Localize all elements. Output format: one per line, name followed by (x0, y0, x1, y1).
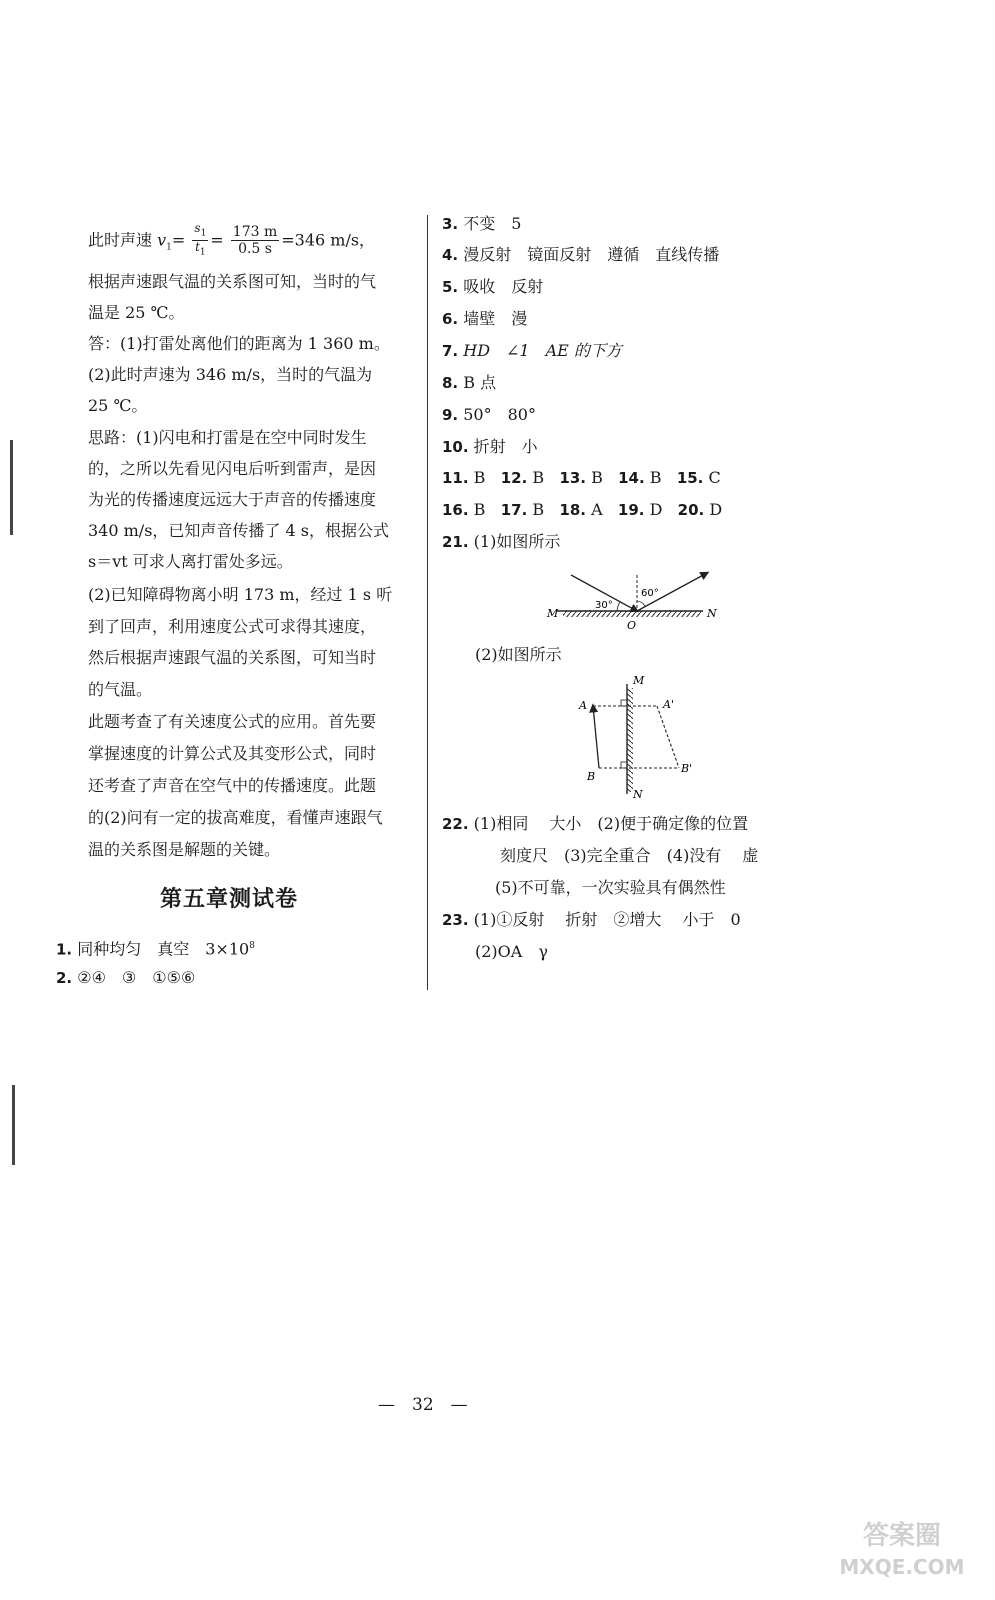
answer-q23-line1: 23. (1)①反射 折射 ②增大 小于 0 (442, 910, 741, 929)
edge-mark (10, 440, 13, 535)
label-a: A (579, 699, 587, 712)
fraction-s-over-t: $\frac{s_1}{t_1}$ (194, 221, 207, 258)
answer-q2: 2. ②④ ③ ①⑤⑥ (56, 968, 196, 987)
reasoning-line: s＝vt 可求人离打雷处多远。 (88, 552, 293, 571)
analysis-line: 的(2)问有一定的拔高难度，看懂声速跟气 (88, 808, 383, 827)
answer-q22-line1: 22. (1)相同 大小 (2)便于确定像的位置 (442, 814, 749, 833)
reasoning-line: 然后根据声速跟气温的关系图，可知当时 (88, 648, 377, 667)
label-m: M (633, 674, 645, 687)
text-line: 25 ℃。 (88, 396, 148, 415)
answer-q23-line2: (2)OA γ (475, 942, 548, 961)
label-m: M (547, 607, 559, 620)
label-o: O (627, 619, 637, 632)
mirror-hatching (563, 611, 701, 617)
text-line: 根据声速跟气温的关系图可知，当时的气 (88, 272, 377, 291)
answer-q21-part1: 21. (1)如图所示 (442, 532, 561, 551)
answer-q1: 1. 同种均匀 真空 $3\times 10^8$ (56, 939, 255, 959)
reasoning-line: 的气温。 (88, 680, 153, 699)
reasoning-line: 到了回声，利用速度公式可求得其速度， (88, 617, 377, 636)
reasoning-line: 的，之所以先看见闪电后听到雷声，是因 (88, 459, 377, 478)
label-a-prime: A' (663, 698, 674, 711)
right-angle-mark-bottom (621, 762, 627, 768)
reasoning-line: 为光的传播速度远远大于声音的传播速度 (88, 490, 377, 509)
reasoning-line: 340 m/s，已知声音传播了 4 s，根据公式 (88, 521, 389, 540)
reflection-diagram (545, 565, 725, 633)
answer-q8: 8. B 点 (442, 373, 497, 392)
reasoning-line: (2)已知障碍物离小明 173 m，经过 1 s 听 (88, 585, 393, 604)
analysis-line: 掌握速度的计算公式及其变形公式，同时 (88, 744, 377, 763)
arrow-ab (593, 706, 599, 768)
answer-q4: 4. 漫反射 镜面反射 遵循 直线传播 (442, 245, 720, 264)
analysis-line: 温的关系图是解题的关键。 (88, 840, 281, 859)
answer-q9: 9. 50° 80° (442, 405, 536, 424)
answer-q21-part2: (2)如图所示 (475, 645, 562, 664)
watermark-logo (827, 1512, 977, 1582)
answer-q22-line2: 刻度尺 (3)完全重合 (4)没有 虚 (500, 846, 759, 865)
label-angle-60: 60° (641, 588, 659, 599)
watermark-text: 答案圈 MXQE.COM (839, 1521, 965, 1579)
angle-arc-60 (637, 601, 645, 606)
label-angle-30: 30° (595, 600, 613, 611)
edge-mark (12, 1085, 15, 1165)
answer-q5: 5. 吸收 反射 (442, 277, 544, 296)
answer-q7: 7. HD ∠1 AE 的下方 (442, 341, 622, 360)
label-b-prime: B' (681, 762, 693, 775)
label-b: B (587, 770, 596, 783)
analysis-line: 此题考查了有关速度公式的应用。首先要 (88, 712, 377, 731)
answer-q10: 10. 折射 小 (442, 437, 538, 456)
reasoning-line: 思路：(1)闪电和打雷是在空中同时发生 (88, 428, 367, 447)
text-line: 温是 25 ℃。 (88, 303, 185, 322)
mirror-image-diagram (565, 672, 715, 800)
image-a-prime-b-prime (657, 706, 679, 768)
analysis-line: 还考查了声音在空气中的传播速度。此题 (88, 776, 377, 795)
fraction-distance-over-time: $\frac{173 m}{0.5 s}$ (232, 224, 278, 258)
chapter-title: 第五章测试卷 (160, 887, 299, 912)
label-n: N (633, 788, 643, 800)
page-number: — 32 — (378, 1395, 468, 1415)
answer-q6: 6. 墙壁 漫 (442, 309, 528, 328)
answer-line: (2)此时声速为 346 m/s，当时的气温为 (88, 365, 373, 384)
label-n: N (707, 607, 717, 620)
column-divider (427, 215, 428, 990)
answer-q22-line3: (5)不可靠，一次实验具有偶然性 (495, 878, 726, 897)
angle-arc-30 (617, 602, 620, 611)
mirror-hatching (627, 688, 633, 792)
answer-q3: 3. 不变 5 (442, 214, 522, 233)
right-angle-mark-top (621, 700, 627, 706)
speed-formula-line: 此时声速 $v_1=$ $\frac{s_1}{t_1}$ = $\frac{173 m}{0.5 s}$ =346 m/s， (88, 221, 376, 258)
mc-answers-row-2: 16. B 17. B 18. A 19. D 20. D (442, 500, 723, 519)
answer-line: 答：(1)打雷处离他们的距离为 1 360 m。 (88, 334, 390, 353)
mc-answers-row-1: 11. B 12. B 13. B 14. B 15. C (442, 468, 721, 487)
